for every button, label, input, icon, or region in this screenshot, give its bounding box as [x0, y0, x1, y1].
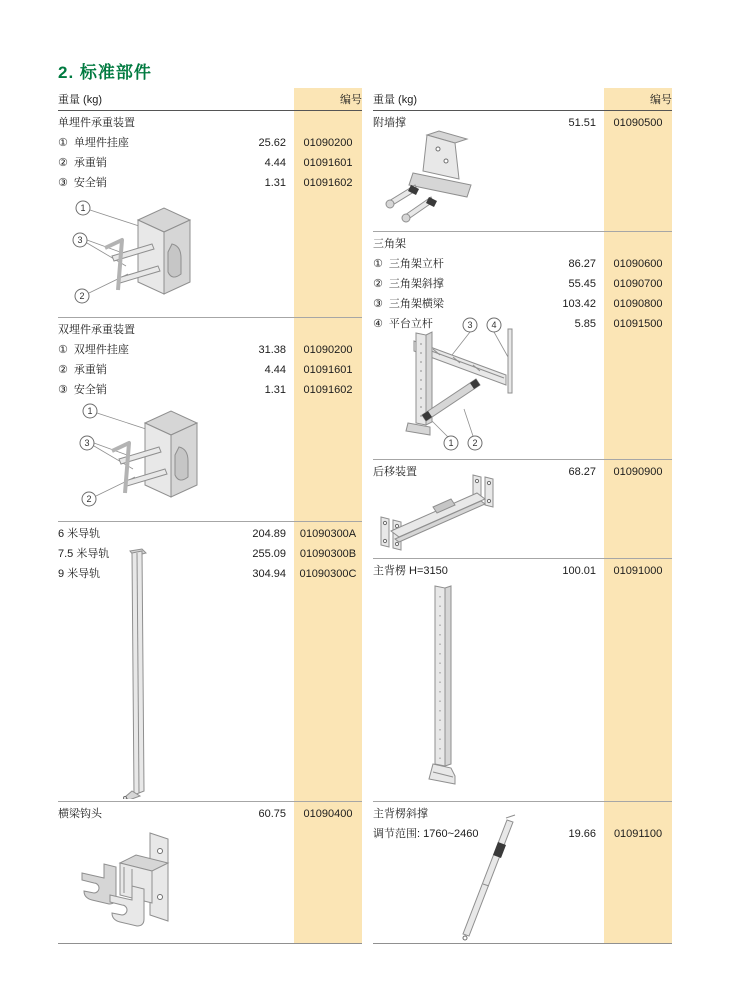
- section-retraction-device: [373, 459, 672, 558]
- svg-text:1: 1: [87, 406, 93, 416]
- page-title: 2. 标准部件: [58, 63, 152, 82]
- part-label: 承重销: [73, 364, 107, 376]
- part-weight: 1.31: [264, 384, 286, 396]
- part-row: [373, 274, 672, 294]
- part-weight: 4.44: [264, 364, 286, 376]
- part-index: ①: [58, 137, 68, 149]
- single-embed-bracket-drawing: [68, 194, 218, 314]
- part-weight: 31.38: [258, 344, 286, 356]
- part-label: 承重销: [73, 157, 107, 169]
- part-code: 01090300B: [299, 548, 357, 560]
- part-weight: 51.51: [568, 117, 596, 129]
- part-index: ④: [373, 318, 383, 330]
- part-code: 01090300C: [299, 568, 357, 580]
- svg-text:3: 3: [467, 320, 473, 330]
- main-waler-drawing: [415, 580, 463, 792]
- part-index: ②: [58, 364, 68, 376]
- part-row: [58, 524, 362, 544]
- part-row: [58, 804, 362, 824]
- section-main-waler-diagonal-prop: [373, 801, 672, 944]
- part-index: ②: [58, 157, 68, 169]
- part-row: [373, 254, 672, 274]
- part-weight: 103.42: [562, 298, 596, 310]
- part-index: ①: [373, 258, 383, 270]
- retraction-device-drawing: [375, 467, 505, 555]
- part-code: 01090500: [613, 117, 663, 129]
- svg-text:4: 4: [491, 320, 497, 330]
- parts-table-right: [373, 88, 672, 944]
- part-row: [58, 153, 362, 173]
- weight-header: 重量 (kg): [58, 94, 102, 106]
- part-label: 7.5 米导轨: [58, 548, 110, 560]
- part-code: 01091602: [303, 177, 353, 189]
- part-weight: 5.85: [574, 318, 596, 330]
- section-title-row: [373, 234, 672, 254]
- part-weight: 204.89: [252, 528, 286, 540]
- part-label: 三角架斜撑: [388, 278, 444, 290]
- part-weight: 86.27: [568, 258, 596, 270]
- part-label: 后移装置: [373, 466, 417, 478]
- code-header: 编号: [650, 94, 672, 106]
- code-header: 编号: [340, 94, 362, 106]
- parts-table-left: [58, 88, 362, 944]
- section-title-row: [58, 113, 362, 133]
- section-title: 主背楞斜撑: [373, 808, 428, 820]
- part-label: 安全销: [73, 384, 107, 396]
- part-code: 01091500: [613, 318, 663, 330]
- part-weight: 55.45: [568, 278, 596, 290]
- part-code: 01090700: [613, 278, 663, 290]
- double-embed-bracket-drawing: [75, 397, 225, 517]
- section-title: 双埋件承重装置: [58, 324, 135, 336]
- part-code: 01090400: [303, 808, 353, 820]
- section-single-embed-device: [58, 111, 362, 317]
- section-title: 三角架: [373, 238, 406, 250]
- part-weight: 4.44: [264, 157, 286, 169]
- part-label: 三角架横梁: [388, 298, 444, 310]
- part-index: ③: [373, 298, 383, 310]
- part-label: 平台立杆: [388, 318, 433, 330]
- beam-hook-head-drawing: [72, 825, 192, 937]
- svg-text:2: 2: [472, 438, 478, 448]
- section-title: 单埋件承重装置: [58, 117, 135, 129]
- part-code: 01091000: [613, 565, 663, 577]
- part-label: 单埋件挂座: [73, 137, 129, 149]
- part-label: 附墙撑: [373, 117, 406, 129]
- part-label: 双埋件挂座: [73, 344, 129, 356]
- part-index: ③: [58, 177, 68, 189]
- guide-rail-drawing: [112, 547, 160, 799]
- svg-text:2: 2: [79, 291, 85, 301]
- svg-text:1: 1: [448, 438, 454, 448]
- part-row: [58, 544, 362, 564]
- diagonal-prop-drawing: [443, 814, 523, 942]
- part-code: 01091100: [613, 828, 663, 840]
- part-row: [58, 564, 362, 584]
- part-row: [58, 340, 362, 360]
- part-row: [58, 133, 362, 153]
- part-weight: 1.31: [264, 177, 286, 189]
- section-beam-hook-head: [58, 801, 362, 944]
- part-code: 01090800: [613, 298, 663, 310]
- svg-text:2: 2: [86, 494, 92, 504]
- part-code: 01091602: [303, 384, 353, 396]
- part-index: ②: [373, 278, 383, 290]
- svg-text:1: 1: [80, 203, 86, 213]
- part-weight: 255.09: [252, 548, 286, 560]
- part-index: ①: [58, 344, 68, 356]
- part-label: 6 米导轨: [58, 528, 101, 540]
- part-row: [58, 173, 362, 193]
- part-weight: 68.27: [568, 466, 596, 478]
- part-code: 01091601: [303, 364, 353, 376]
- section-wall-anchor: [373, 111, 672, 231]
- svg-text:3: 3: [84, 438, 90, 448]
- part-code: 01090200: [303, 137, 353, 149]
- part-weight: 60.75: [258, 808, 286, 820]
- section-triangle-frame: [373, 231, 672, 459]
- part-code: 01090900: [613, 466, 663, 478]
- part-code: 01090200: [303, 344, 353, 356]
- part-code: 01090600: [613, 258, 663, 270]
- section-double-embed-device: [58, 317, 362, 521]
- part-weight: 304.94: [252, 568, 286, 580]
- wall-anchor-drawing: [383, 127, 488, 227]
- part-row: [373, 294, 672, 314]
- triangle-frame-drawing: [378, 315, 523, 452]
- part-label: 横梁钩头: [58, 808, 102, 820]
- weight-header: 重量 (kg): [373, 94, 417, 106]
- part-label: 主背楞 H=3150: [373, 565, 448, 577]
- table-header-right: [373, 88, 672, 111]
- section-guide-rails: [58, 521, 362, 801]
- part-label: 9 米导轨: [58, 568, 101, 580]
- part-label: 调节范围: 1760~2460: [373, 828, 479, 840]
- section-main-waler: [373, 558, 672, 801]
- part-row: [373, 561, 672, 581]
- part-row: [58, 360, 362, 380]
- svg-text:3: 3: [77, 235, 83, 245]
- part-weight: 25.62: [258, 137, 286, 149]
- part-index: ③: [58, 384, 68, 396]
- table-header-left: [58, 88, 362, 111]
- part-code: 01090300A: [299, 528, 357, 540]
- part-label: 三角架立杆: [388, 258, 444, 270]
- part-weight: 19.66: [568, 828, 596, 840]
- part-weight: 100.01: [562, 565, 596, 577]
- part-code: 01091601: [303, 157, 353, 169]
- section-title-row: [58, 320, 362, 340]
- part-label: 安全销: [73, 177, 107, 189]
